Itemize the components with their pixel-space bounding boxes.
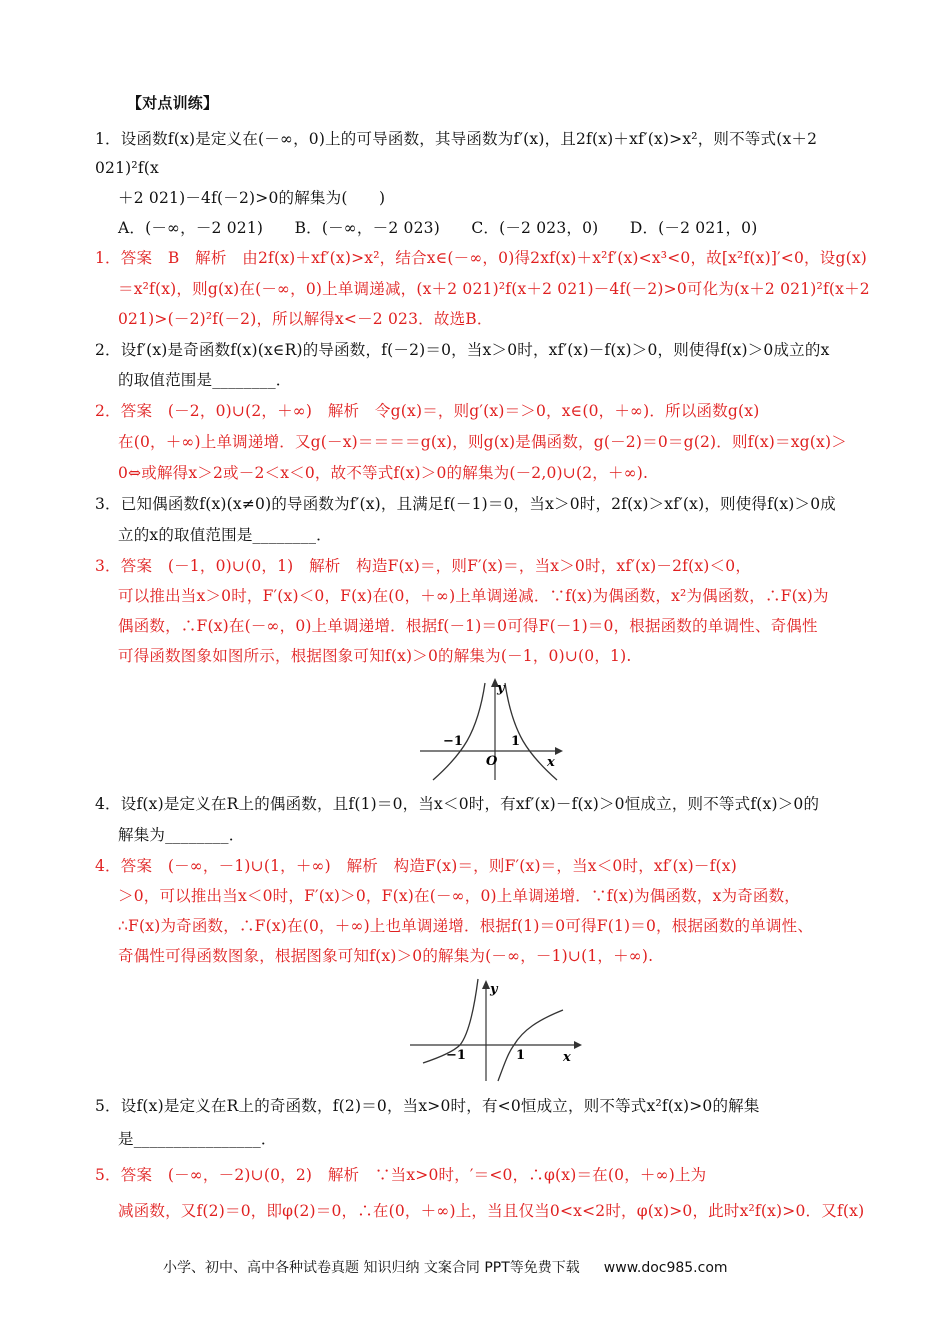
q1-options: A．(－∞，－2 021) B．(－∞，－2 023) C．(－2 023，0) D．(－2 021，0)	[118, 219, 758, 237]
graph-even-function	[415, 675, 565, 785]
q1-answer-line2: ＝x²f(x)，则g(x)在(－∞，0)上单调递减，(x＋2 021)²f(x＋2 021)－4f(－2)>0可化为(x＋2 021)²f(x＋2	[118, 280, 870, 298]
q2-line2: 的取值范围是________．	[118, 371, 292, 389]
q5-answer-line2: 减函数，又f(2)＝0，即φ(2)＝0，∴在(0，＋∞)上，当且仅当0<x<2时，φ(x)>0，此时x²f(x)>0．又f(x)	[118, 1202, 865, 1220]
q3-answer-line2: 可以推出当x＞0时，F′(x)＜0，F(x)在(0，＋∞)上单调递减．∵f(x)为偶函数，x²为偶函数，∴F(x)为	[118, 587, 829, 605]
x-axis-arrow	[574, 1041, 582, 1049]
q4-line1: 4．设f(x)是定义在R上的偶函数，且f(1)＝0，当x＜0时，有xf′(x)－f(x)＞0恒成立，则不等式f(x)＞0的	[95, 795, 820, 813]
q4-answer-line3: ∴F(x)为奇函数，∴F(x)在(0，＋∞)上也单调递增．根据f(1)＝0可得F(1)＝0，根据函数的单调性、	[118, 917, 814, 935]
q1-line3: ＋2 021)－4f(－2)>0的解集为( )	[118, 189, 386, 207]
q2-answer-line3: 0⇔或解得x＞2或－2＜x＜0，故不等式f(x)＞0的解集为(－2,0)∪(2，＋∞).	[118, 464, 649, 482]
q1-answer-line3: 021)>(－2)²f(－2)，所以解得x<－2 023．故选B．	[118, 310, 493, 328]
q4-answer-line2: ＞0，可以推出当x＜0时，F′(x)＞0，F(x)在(－∞，0)上单调递增．∵f(x)为偶函数，x为奇函数，	[118, 887, 801, 905]
x-label: x	[547, 755, 555, 770]
section-title: 【对点训练】	[127, 94, 219, 112]
footer-text: 小学、初中、高中各种试卷真题 知识归纳 文案合同 PPT等免费下载	[163, 1260, 580, 1276]
q5-answer-line1: 5．答案 (－∞，－2)∪(0，2) 解析 ∵当x>0时，′＝<0，∴φ(x)＝在(0，＋∞)上为	[95, 1166, 707, 1184]
q5-line2: 是________________．	[118, 1130, 277, 1148]
q1-answer-line1: 1．答案 B 解析 由2f(x)＋xf′(x)>x²，结合x∈(－∞，0)得2xf(x)＋x²f′(x)<x³<0，故[x²f(x)]′<0，设g(x)	[95, 249, 868, 267]
pos-one-label: 1	[511, 734, 521, 749]
q2-answer-line1: 2．答案 (－2，0)∪(2，＋∞) 解析 令g(x)＝，则g′(x)＝＞0，x∈(0，＋∞)．所以函数g(x)	[95, 402, 760, 420]
page-footer	[163, 1257, 728, 1277]
q3-line1: 3．已知偶函数f(x)(x≠0)的导函数为f′(x)，且满足f(－1)＝0，当x＞0时，2f(x)＞xf′(x)，则使得f(x)＞0成	[95, 495, 836, 513]
footer-url[interactable]: www.doc985.com	[603, 1260, 728, 1276]
curve-left-branch	[433, 683, 485, 780]
q2-answer-line2: 在(0，＋∞)上单调递增．又g(－x)＝＝＝＝g(x)，则g(x)是偶函数，g(－2)＝0＝g(2)．则f(x)＝xg(x)＞	[118, 433, 847, 451]
origin-label: O	[486, 754, 498, 769]
q3-line2: 立的x的取值范围是________．	[118, 526, 332, 544]
neg-one-label: −1	[443, 734, 463, 749]
pos-one-label: 1	[516, 1048, 526, 1063]
q3-answer-line1: 3．答案 (－1，0)∪(0，1) 解析 构造F(x)＝，则F′(x)＝，当x＞0时，xf′(x)－2f(x)＜0，	[95, 557, 752, 575]
q4-answer-line1: 4．答案 (－∞，－1)∪(1，＋∞) 解析 构造F(x)＝，则F′(x)＝，当x＜0时，xf′(x)－f(x)	[95, 857, 737, 875]
q3-answer-line4: 可得函数图象如图所示，根据图象可知f(x)＞0的解集为(－1，0)∪(0，1).	[118, 647, 632, 665]
q5-line1: 5．设f(x)是定义在R上的奇函数，f(2)＝0，当x>0时，有<0恒成立，则不等式x²f(x)>0的解集	[95, 1097, 760, 1115]
q3-answer-line3: 偶函数，∴F(x)在(－∞，0)上单调递增．根据f(－1)＝0可得F(－1)＝0，根据函数的单调性、奇偶性	[118, 617, 818, 635]
y-axis-arrow	[482, 980, 490, 989]
q1-line1: 1．设函数f(x)是定义在(－∞，0)上的可导函数，其导函数为f′(x)，且2f(x)＋xf′(x)>x²，则不等式(x＋2	[95, 130, 818, 148]
q2-line1: 2．设f′(x)是奇函数f(x)(x∈R)的导函数，f(－2)＝0，当x＞0时，xf′(x)－f(x)＞0，则使得f(x)＞0成立的x	[95, 341, 830, 359]
x-axis-arrow	[555, 747, 563, 755]
y-label: y	[490, 982, 498, 997]
q1-line2: 021)²f(x	[95, 159, 159, 177]
neg-one-label: −1	[446, 1048, 466, 1063]
graph-odd-function	[408, 975, 583, 1085]
y-label: y	[497, 681, 505, 696]
q4-answer-line4: 奇偶性可得函数图象，根据图象可知f(x)＞0的解集为(－∞，－1)∪(1，＋∞).	[118, 947, 654, 965]
q4-line2: 解集为________．	[118, 826, 245, 844]
x-label: x	[563, 1050, 571, 1065]
